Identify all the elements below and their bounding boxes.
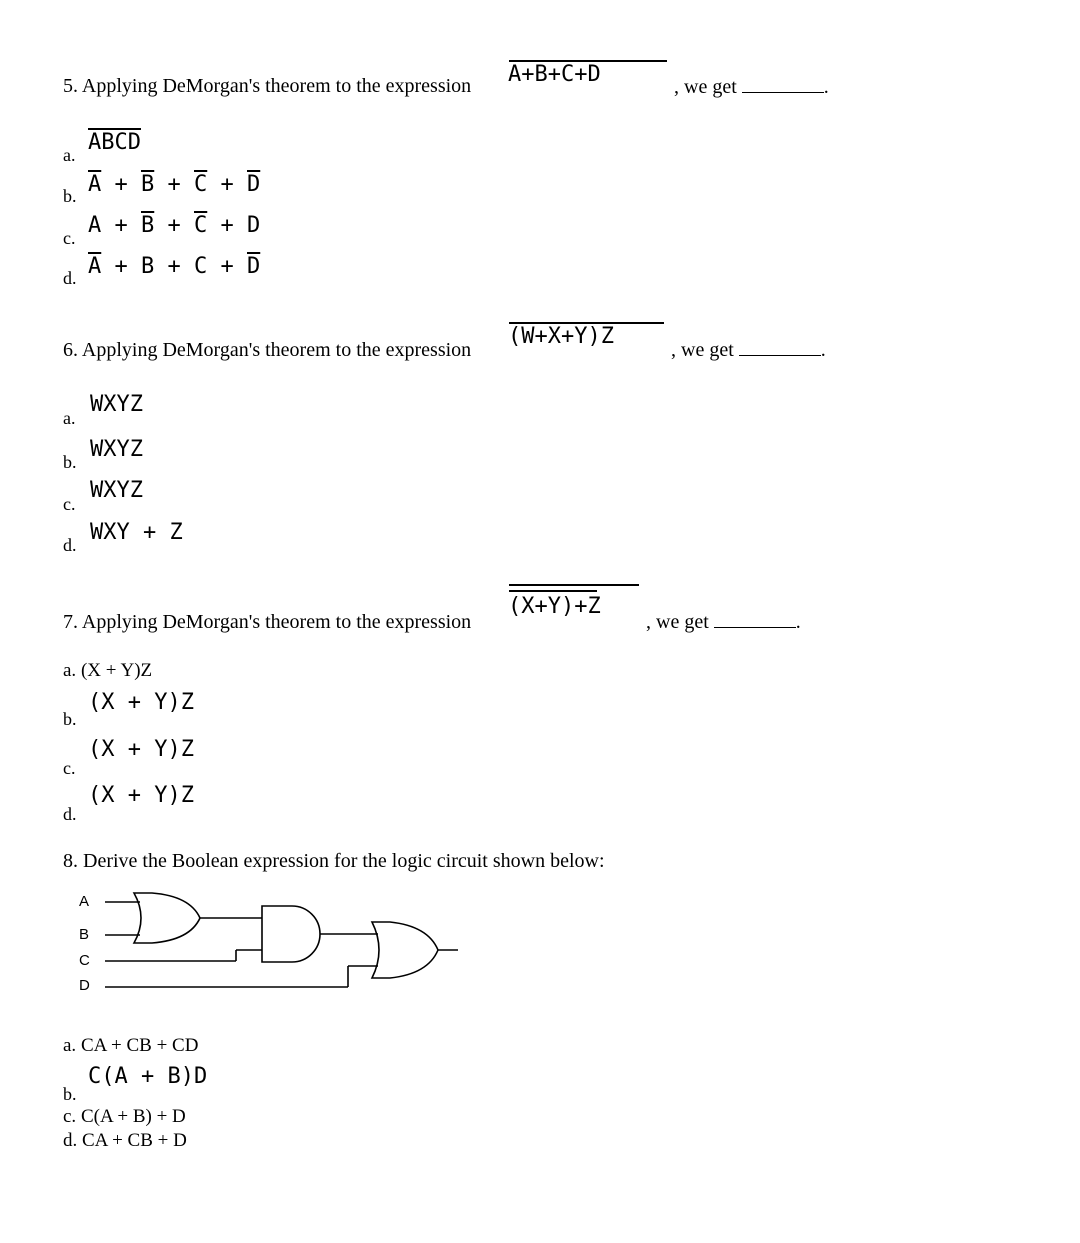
option-label: b. [63, 709, 77, 729]
option-label: c. [63, 228, 76, 248]
option-expression: a. CA + CB + CD [63, 1035, 199, 1056]
input-label-c: C [79, 952, 90, 969]
q7-suffix: , we get . [646, 611, 801, 633]
option-expression: a. (X + Y)Z [63, 660, 153, 681]
option-expression: WXYZ [90, 478, 143, 503]
or-gate-1 [134, 893, 200, 943]
option-label: c. [63, 494, 76, 514]
option-label: b. [63, 1084, 77, 1104]
option-expression: C(A + B)D [88, 1064, 208, 1089]
input-label-a: A [79, 893, 90, 910]
and-gate [262, 906, 320, 962]
option-label: a. [63, 145, 76, 165]
option-expression: WXY + Z [90, 520, 183, 545]
option-expression: WXYZ [90, 392, 143, 417]
input-label-d: D [79, 977, 90, 994]
q6-expression: (W+X+Y)Z [508, 324, 614, 349]
q5-suffix: , we get . [674, 76, 829, 98]
option-expression: $A + \overline{B} + \overline{C} + D$ [88, 213, 261, 238]
q5-prompt: 5. Applying DeMorgan's theorem to the expression [63, 75, 472, 97]
option-expression: (X + Y)Z [88, 737, 194, 762]
option-expression: $\overline{A} + B + C + \overline{D}$ [88, 254, 261, 279]
option-label: c. [63, 758, 76, 778]
option-expression: c. C(A + B) + D [63, 1106, 186, 1127]
or-gate-2 [372, 922, 438, 978]
option-label: a. [63, 408, 76, 428]
q7-prompt: 7. Applying DeMorgan's theorem to the expression [63, 611, 472, 633]
q6-suffix: , we get . [671, 339, 826, 361]
q8-prompt: 8. Derive the Boolean expression for the logic circuit shown below: [63, 850, 605, 872]
option-label: d. [63, 535, 77, 555]
q6-prompt: 6. Applying DeMorgan's theorem to the expression [63, 339, 472, 361]
input-label-b: B [79, 926, 90, 943]
option-label: b. [63, 186, 77, 206]
option-expression: $\overline{A} + \overline{B} + \overline{C} + \overline{D}$ [88, 172, 261, 197]
q5-expression: A+B+C+D [508, 62, 601, 87]
option-label: d. [63, 804, 77, 824]
option-expression: ABCD [88, 130, 141, 155]
option-expression: d. CA + CB + D [63, 1130, 187, 1151]
q7-expression: (X+Y)+Z [508, 594, 601, 619]
option-expression: (X + Y)Z [88, 690, 194, 715]
option-expression: WXYZ [90, 437, 143, 462]
option-label: b. [63, 452, 77, 472]
option-label: d. [63, 268, 77, 288]
option-expression: (X + Y)Z [88, 783, 194, 808]
